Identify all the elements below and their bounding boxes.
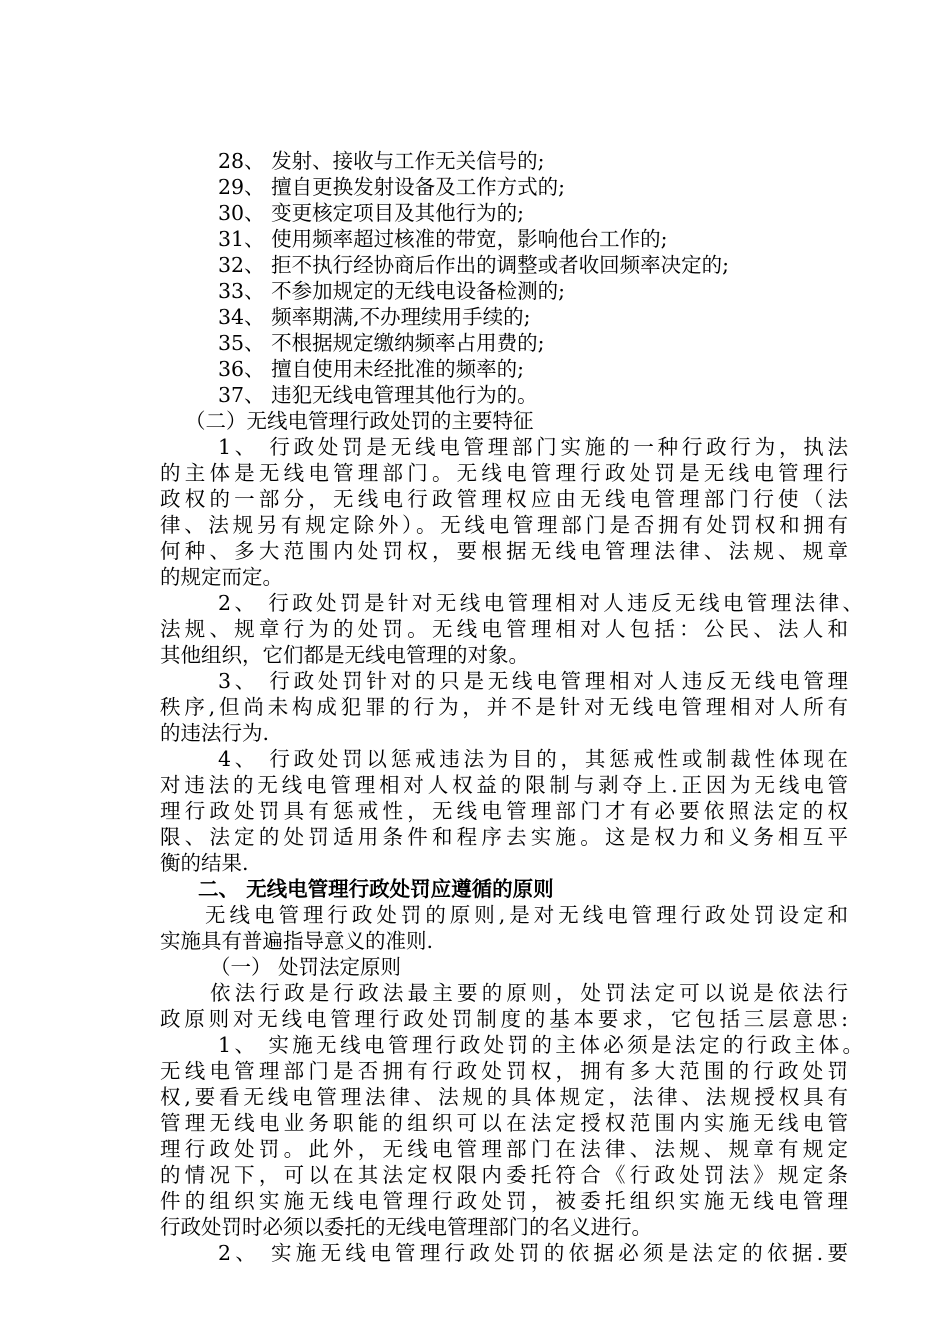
paragraph-line: 的情况下，可以在其法定权限内委托符合《行政处罚法》规定条 bbox=[160, 1163, 848, 1187]
paragraph-line: 管理无线电业务职能的组织可以在法定授权范围内实施无线电管 bbox=[160, 1111, 848, 1135]
paragraph-line: 衡的结果. bbox=[160, 851, 249, 875]
paragraph-line: 2、 实施无线电管理行政处罚的依据必须是法定的依据.要 bbox=[218, 1241, 848, 1265]
list-item-28: 28、 发射、接收与工作无关信号的; bbox=[218, 149, 545, 173]
list-item-35: 35、 不根据规定缴纳频率占用费的; bbox=[218, 331, 545, 355]
paragraph-line: 何种、多大范围内处罚权，要根据无线电管理法律、法规、规章 bbox=[160, 539, 848, 563]
section-heading-principles: 二、 无线电管理行政处罚应遵循的原则 bbox=[198, 877, 554, 901]
paragraph-line: 件的组织实施无线电管理行政处罚，被委托组织实施无线电管理 bbox=[160, 1189, 848, 1213]
paragraph-line: 律、法规另有规定除外）。无线电管理部门是否拥有处罚权和拥有 bbox=[160, 513, 848, 537]
list-item-30: 30、 变更核定项目及其他行为的; bbox=[218, 201, 525, 225]
list-item-32: 32、 拒不执行经协商后作出的调整或者收回频率决定的; bbox=[218, 253, 730, 277]
paragraph-line: 依法行政是行政法最主要的原则，处罚法定可以说是依法行 bbox=[210, 981, 848, 1005]
list-item-36: 36、 擅自使用未经批准的频率的; bbox=[218, 357, 525, 381]
list-item-34: 34、 频率期满,不办理续用手续的; bbox=[218, 305, 531, 329]
list-item-31: 31、 使用频率超过核准的带宽，影响他台工作的; bbox=[218, 227, 668, 251]
paragraph-line: 无线电管理行政处罚的原则,是对无线电管理行政处罚设定和 bbox=[205, 903, 848, 927]
section-heading-features: （二）无线电管理行政处罚的主要特征 bbox=[185, 409, 534, 433]
paragraph-line: 的违法行为. bbox=[160, 721, 270, 745]
paragraph-line: 2、 行政处罚是针对无线电管理相对人违反无线电管理法律、 bbox=[218, 591, 863, 615]
paragraph-line: 政权的一部分，无线电行政管理权应由无线电管理部门行使（法 bbox=[160, 487, 848, 511]
paragraph-line: 秩序,但尚未构成犯罪的行为，并不是针对无线电管理相对人所有 bbox=[160, 695, 848, 719]
paragraph-line: 3、 行政处罚针对的只是无线电管理相对人违反无线电管理 bbox=[218, 669, 848, 693]
list-item-37: 37、 违犯无线电管理其他行为的。 bbox=[218, 383, 538, 407]
paragraph-line: 1、 实施无线电管理行政处罚的主体必须是法定的行政主体。 bbox=[218, 1033, 863, 1057]
paragraph-line: 4、 行政处罚以惩戒违法为目的，其惩戒性或制裁性体现在 bbox=[218, 747, 848, 771]
paragraph-line: 的规定而定。 bbox=[160, 565, 283, 589]
list-item-29: 29、 擅自更换发射设备及工作方式的; bbox=[218, 175, 566, 199]
paragraph-line: 权,要看无线电管理法律、法规的具体规定，法律、法规授权具有 bbox=[160, 1085, 848, 1109]
paragraph-line: 政原则对无线电管理行政处罚制度的基本要求，它包括三层意思: bbox=[160, 1007, 848, 1031]
list-item-33: 33、 不参加规定的无线电设备检测的; bbox=[218, 279, 566, 303]
subsection-heading-legal-principle: （一） 处罚法定原则 bbox=[210, 955, 402, 979]
paragraph-line: 理行政处罚具有惩戒性，无线电管理部门才有必要依照法定的权 bbox=[160, 799, 848, 823]
paragraph-line: 无线电管理部门是否拥有行政处罚权，拥有多大范围的行政处罚 bbox=[160, 1059, 848, 1083]
paragraph-line: 的主体是无线电管理部门。无线电管理行政处罚是无线电管理行 bbox=[160, 461, 848, 485]
paragraph-line: 行政处罚时必须以委托的无线电管理部门的名义进行。 bbox=[160, 1215, 652, 1239]
paragraph-line: 理行政处罚。此外，无线电管理部门在法律、法规、规章有规定 bbox=[160, 1137, 848, 1161]
paragraph-line: 1、 行政处罚是无线电管理部门实施的一种行政行为，执法 bbox=[218, 435, 848, 459]
paragraph-line: 法规、规章行为的处罚。无线电管理相对人包括：公民、法人和 bbox=[160, 617, 848, 641]
paragraph-line: 实施具有普遍指导意义的准则. bbox=[160, 929, 434, 953]
paragraph-line: 限、法定的处罚适用条件和程序去实施。这是权力和义务相互平 bbox=[160, 825, 848, 849]
paragraph-line: 对违法的无线电管理相对人权益的限制与剥夺上.正因为无线电管 bbox=[160, 773, 848, 797]
paragraph-line: 其他组织，它们都是无线电管理的对象。 bbox=[160, 643, 529, 667]
